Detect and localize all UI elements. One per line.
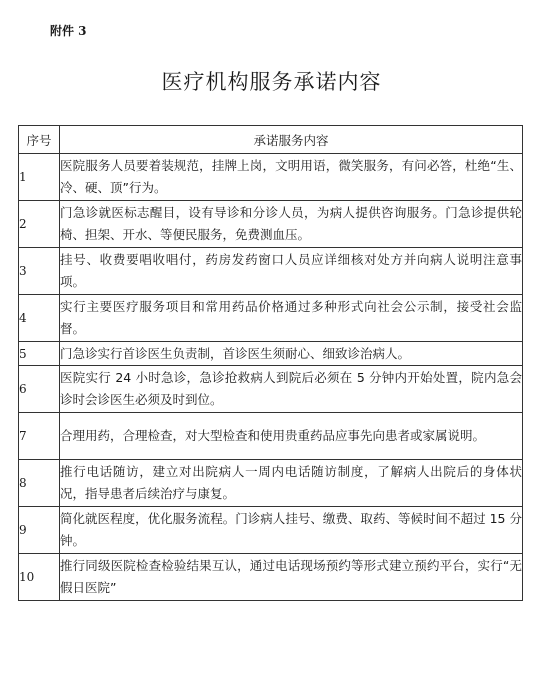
row-number: 9: [19, 507, 60, 554]
row-content: 门急诊就医标志醒目，设有导诊和分诊人员，为病人提供咨询服务。门急诊提供轮椅、担架、开水、等便民服务，免费测血压。: [60, 201, 523, 248]
row-content: 实行主要医疗服务项目和常用药品价格通过多种形式向社会公示制，接受社会监督。: [60, 295, 523, 342]
row-number: 5: [19, 342, 60, 366]
row-content: 合理用药，合理检查，对大型检查和使用贵重药品应事先向患者或家属说明。: [60, 413, 523, 460]
row-content: 简化就医程度，优化服务流程。门诊病人挂号、缴费、取药、等候时间不超过 15 分钟。: [60, 507, 523, 554]
attachment-label: 附件 3: [50, 24, 87, 38]
row-number: 3: [19, 248, 60, 295]
row-number: 8: [19, 460, 60, 507]
row-number: 10: [19, 554, 60, 601]
row-number: 4: [19, 295, 60, 342]
row-number: 2: [19, 201, 60, 248]
table-row: [19, 366, 523, 413]
table-row: [19, 460, 523, 507]
table-row: [19, 554, 523, 601]
table-row: [19, 295, 523, 342]
table-header-row: [19, 126, 523, 154]
table-row: [19, 342, 523, 366]
table-row: [19, 248, 523, 295]
row-content: 推行同级医院检查检验结果互认，通过电话现场预约等形式建立预约平台，实行“无假日医院”: [60, 554, 523, 601]
row-content: 医院实行 24 小时急诊，急诊抢救病人到院后必须在 5 分钟内开始处置，院内急会诊时会诊医生必须及时到位。: [60, 366, 523, 413]
commitment-table: [18, 125, 523, 601]
row-content: 医院服务人员要着装规范，挂牌上岗，文明用语，微笑服务，有问必答，杜绝“生、冷、硬、顶”行为。: [60, 154, 523, 201]
table-row: [19, 507, 523, 554]
row-content: 挂号、收费要唱收唱付，药房发药窗口人员应详细核对处方并向病人说明注意事项。: [60, 248, 523, 295]
document-title: 医疗机构服务承诺内容: [161, 70, 382, 94]
column-header-content: 承诺服务内容: [60, 126, 523, 154]
row-content: 门急诊实行首诊医生负责制，首诊医生须耐心、细致诊治病人。: [60, 342, 523, 366]
row-number: 1: [19, 154, 60, 201]
row-number: 7: [19, 413, 60, 460]
table-row: [19, 154, 523, 201]
column-header-number: 序号: [19, 126, 60, 154]
table-row: [19, 413, 523, 460]
table-row: [19, 201, 523, 248]
row-number: 6: [19, 366, 60, 413]
row-content: 推行电话随访，建立对出院病人一周内电话随访制度，了解病人出院后的身体状况，指导患者后续治疗与康复。: [60, 460, 523, 507]
